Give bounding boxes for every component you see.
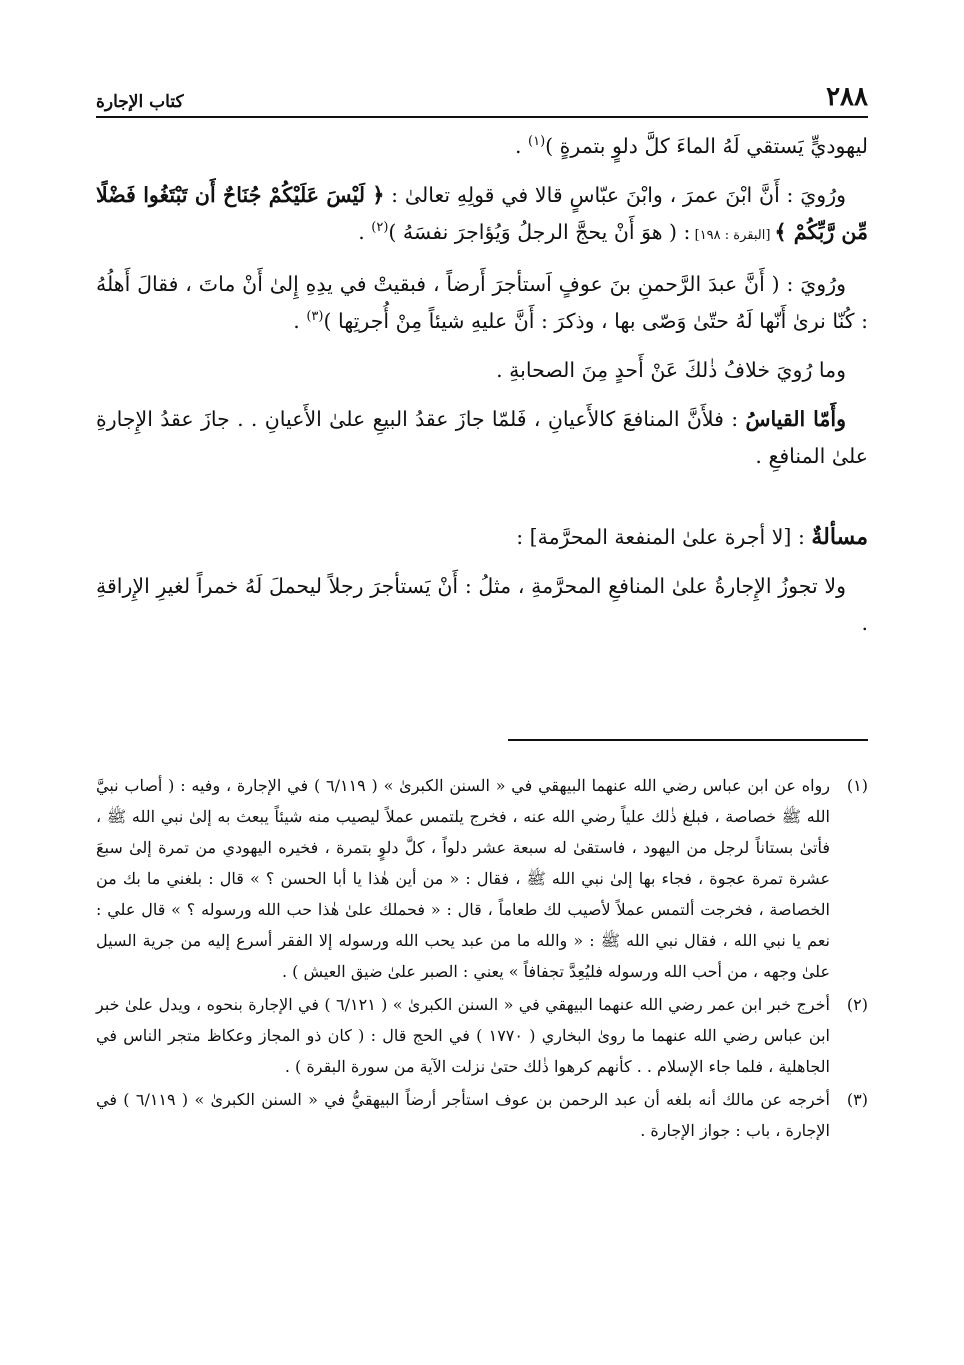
paragraph-4: وما رُويَ خلافُ ذٰلكَ عَنْ أَحدٍ مِنَ الصحابةِ . bbox=[496, 358, 846, 382]
footnote-number: (٣) bbox=[846, 1090, 868, 1109]
footnote-text: أخرج خبر ابن عمر رضي الله عنهما البيهقي في « السنن الكبرىٰ » ( ٦/١٢١ ) في الإجارة بنحوه ، ويدل علىٰ خبر ابن عباس رضي الله عنهما ما روىٰ البخاري ( ١٧٧٠ ) في الحج قال : ( كان ذو المجاز وعكاظ متجر الناس في الجاهلية ، فلما جاء الإسلام . . كأنهم كرهوا ذٰلك حتىٰ نزلت الآية من سورة البقرة ) . bbox=[96, 995, 830, 1076]
footnote-3 bbox=[96, 1084, 868, 1146]
masala-heading bbox=[96, 519, 868, 556]
footnotes bbox=[96, 770, 868, 1148]
paragraph-5 bbox=[96, 401, 868, 475]
masala-label: مسألةٌ bbox=[811, 524, 868, 550]
footnote-divider bbox=[508, 739, 868, 741]
page-header bbox=[96, 78, 868, 118]
main-text bbox=[96, 128, 868, 654]
paragraph-text: ورُويَ : ( أَنَّ عبدَ الرَّحمنِ بنَ عوفٍ اَستأجرَ أَرضاً ، فبقيتْ في يدِهِ إِلىٰ أَنْ ماتَ ، فقالَ أَهلُهُ : كُنّا نرىٰ أَنّها لَهُ حتّىٰ وَصّى بها ، وذكرَ : أَنَّ عليهِ شيئاً مِنْ أُجرتِها ) bbox=[96, 272, 868, 333]
footnote-1 bbox=[96, 770, 868, 987]
running-title: كتاب الإجارة bbox=[96, 92, 184, 112]
footnote-ref-2[interactable]: (٢) bbox=[371, 220, 389, 236]
footnote-text: رواه عن ابن عباس رضي الله عنهما البيهقي في « السنن الكبرىٰ » ( ٦/١١٩ ) في الإجارة ، وفيه : ( أصاب نبيَّ الله ﷺ خصاصة ، فبلغ ذٰلك علياً رضي الله عنه ، فخرج يلتمس عملاً ليصيب منه شيئاً يبعث به إلىٰ نبي الله ﷺ ، فأتىٰ بستاناً لرجل من اليهود ، فاستقىٰ له سبعة عشر دلواً ، كلَّ دلوٍ بتمرة ، فخيره اليهودي من تمرة إلىٰ سبعَ عشرة تمرة عجوة ، فجاء بها إلىٰ نبي الله ﷺ ، فقال : « من أين هٰذا يا أبا الحسن ؟ » قال : بلغني ما بك من الخصاصة ، فخرجت ألتمس عملاً لأصيب لك طعاماً ، قال : « فحملك علىٰ هٰذا حب الله ورسوله ؟ » قال علي : نعم يا نبي الله ، فقال نبي الله ﷺ : « والله ما من عبد يحب الله ورسوله إلا الفقر أسرع إليه من جرية السيل علىٰ وجهه ، من أحب الله ورسوله فليُعِدَّ تجفافاً » يعني : الصبر علىٰ ضيق العيش ) . bbox=[96, 776, 831, 981]
paragraph-end: . bbox=[293, 309, 307, 333]
paragraph-text: : ( هوَ أَنْ يحجَّ الرجلُ وَيُؤاجرَ نفسَهُ ) bbox=[388, 220, 691, 244]
footnote-text: أخرجه عن مالك أنه بلغه أن عبد الرحمن بن عوف استأجر أرضاً البيهقيُّ في « السنن الكبرىٰ » ( ٦/١١٩ ) في الإجارة ، باب : جواز الإجارة . bbox=[96, 1090, 830, 1140]
paragraph-end: . bbox=[514, 134, 528, 158]
paragraph-2 bbox=[96, 177, 868, 254]
quran-verse: ﴿ لَيْسَ عَلَيْكُمْ جُنَاحٌ أَن تَبْتَغُوا فَضْلًا مِّن رَّبِّكُمْ ﴾ bbox=[96, 183, 868, 244]
paragraph-1 bbox=[96, 128, 868, 165]
paragraph-3 bbox=[96, 266, 868, 340]
footnote-number: (٢) bbox=[846, 995, 868, 1014]
quran-reference: [البقرة : ١٩٨] bbox=[690, 228, 775, 243]
paragraph-end: . bbox=[358, 220, 372, 244]
masala-title: : [لا أجرة علىٰ المنفعة المحرَّمة] : bbox=[516, 525, 812, 549]
page-number: ٢٨٨ bbox=[826, 82, 868, 112]
paragraph-text: ليهوديٍّ يَستقي لَهُ الماءَ كلَّ دلوٍ بتمرةٍ ) bbox=[545, 134, 868, 158]
paragraph-text: : فلأَنَّ المنافعَ كالأَعيانِ ، فَلمّا جازَ عقدُ البيعِ علىٰ الأَعيانِ . . جازَ عقدُ الإِجارةِ علىٰ المنافعِ . bbox=[96, 407, 868, 468]
paragraph-text: ورُويَ : أَنَّ ابْنَ عمرَ ، وابْنَ عبّاسٍ قالا في قولِهِ تعالىٰ : bbox=[384, 183, 846, 207]
footnote-ref-1[interactable]: (١) bbox=[528, 134, 546, 150]
paragraph-6: ولا تجوزُ الإِجارةُ علىٰ المنافعِ المحرَّمةِ ، مثلُ : أَنْ يَستأجرَ رجلاً ليحملَ لَهُ خمراً لغيرِ الإِراقةِ . bbox=[96, 574, 868, 635]
footnote-number: (١) bbox=[846, 776, 868, 795]
footnote-2 bbox=[96, 989, 868, 1082]
qiyas-heading: وأَمّا القياسُ bbox=[745, 407, 846, 431]
footnote-ref-3[interactable]: (٣) bbox=[306, 309, 324, 325]
